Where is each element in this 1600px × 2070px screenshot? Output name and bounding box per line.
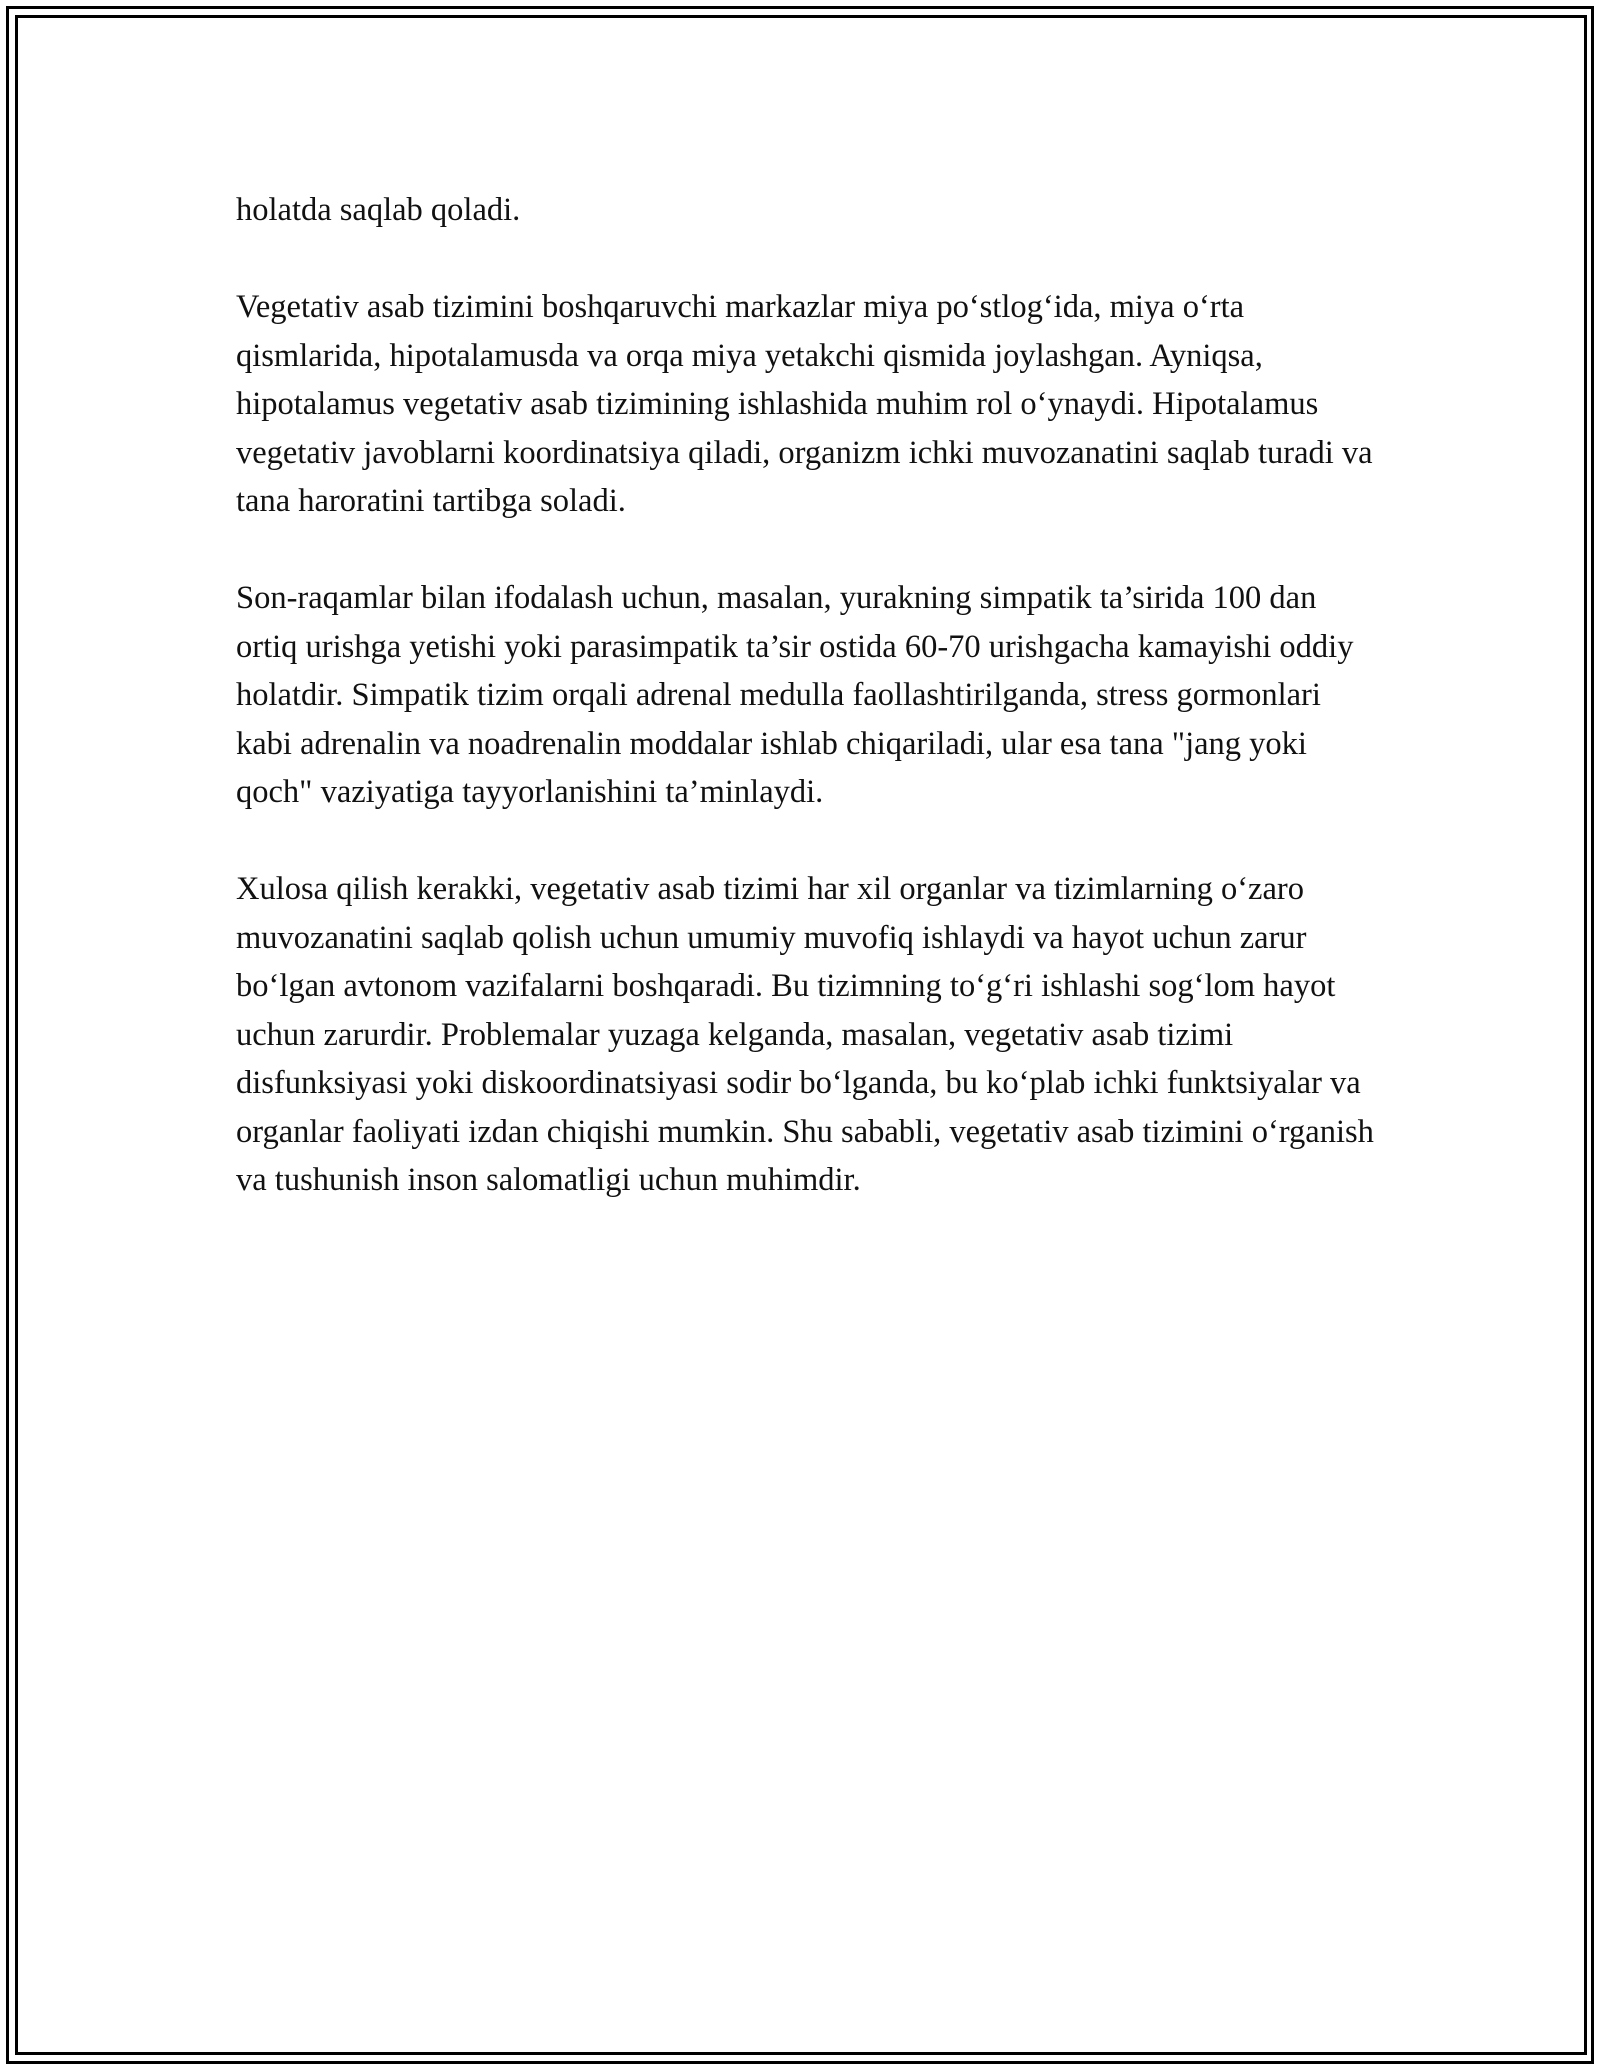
paragraph-continuation: holatda saqlab qoladi.: [236, 192, 521, 228]
paragraph-heart-rate: Son-raqamlar bilan ifodalash uchun, masalan, yurakning simpatik ta’sirida 100 dan ortiq urishga yetishi yoki parasimpatik ta’sir ostida 60-70 urishgacha kamayishi oddiy holatdir. Simpatik tizim orqali adrenal medulla faollashtirilganda, stress gormonlari kabi adrenalin va noadrenalin moddalar ishlab chiqariladi, ular esa tana "jang yoki qoch" vaziyatiga tayyorlanishini ta’minlaydi.: [236, 580, 1354, 810]
paragraph-control-centers: Vegetativ asab tizimini boshqaruvchi markazlar miya po‘stlog‘ida, miya o‘rta qismlarida, hipotalamusda va orqa miya yetakchi qismida joylashgan. Ayniqsa, hipotalamus vegetativ asab tizimining ishlashida muhim rol o‘ynaydi. Hipotalamus vegetativ javoblarni koordinatsiya qiladi, organizm ichki muvozanatini saqlab turadi va tana haroratini tartibga soladi.: [236, 289, 1373, 519]
paragraph-conclusion: Xulosa qilish kerakki, vegetativ asab tizimi har xil organlar va tizimlarning o‘zaro muvozanatini saqlab qolish uchun umumiy muvofiq ishlaydi va hayot uchun zarur bo‘lgan avtonom vazifalarni boshqaradi. Bu tizimning to‘g‘ri ishlashi sog‘lom hayot uchun zarurdir. Problemalar yuzaga kelganda, masalan, vegetativ asab tizimi disfunksiyasi yoki diskoordinatsiyasi sodir bo‘lganda, bu ko‘plab ichki funktsiyalar va organlar faoliyati izdan chiqishi mumkin. Shu sababli, vegetativ asab tizimini o‘rganish va tushunish inson salomatligi uchun muhimdir.: [236, 871, 1374, 1198]
document-body: [236, 186, 1376, 1253]
